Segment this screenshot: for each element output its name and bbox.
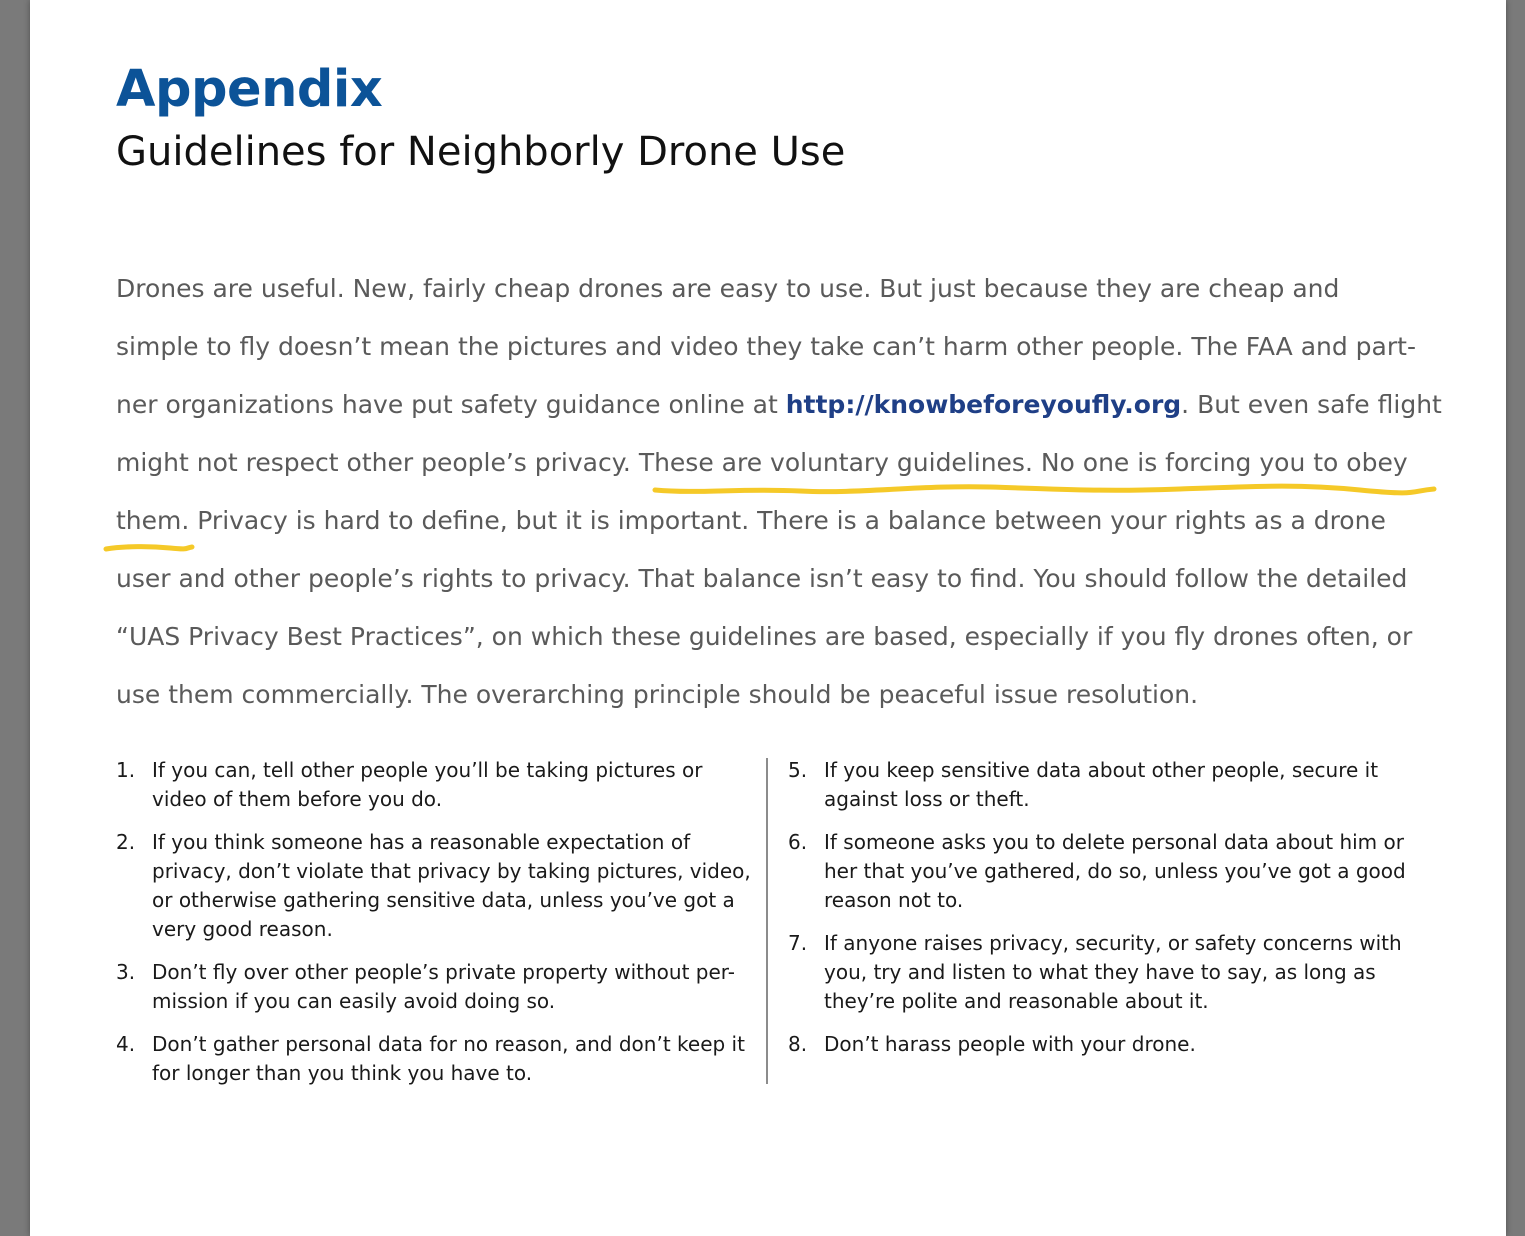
guideline-item (116, 756, 756, 814)
intro-line (116, 608, 1456, 666)
guideline-item (788, 828, 1428, 915)
guideline-item (788, 756, 1428, 814)
column-divider (766, 758, 768, 1084)
guideline-text: If you can, tell other people you’ll be taking pictures or video of them before you do. (152, 758, 703, 811)
intro-text: them. Privacy is hard to define, but it is important. There is a balance between your rights as a drone (116, 506, 1386, 535)
intro-line (116, 666, 1456, 724)
guideline-text: Don’t fly over other people’s private property without per-mission if you can easily avoid doing so. (152, 960, 735, 1013)
intro-line (116, 434, 1456, 492)
guideline-number: 7. (788, 931, 808, 955)
intro-text: Drones are useful. New, fairly cheap drones are easy to use. But just because they are cheap and (116, 274, 1340, 303)
guideline-item (116, 958, 756, 1016)
guideline-number: 3. (116, 960, 136, 984)
guideline-item (788, 1030, 1428, 1059)
intro-line (116, 376, 1456, 434)
guideline-item (116, 828, 756, 944)
guideline-text: Don’t harass people with your drone. (824, 1032, 1196, 1056)
guideline-number: 6. (788, 830, 808, 854)
intro-text: user and other people’s rights to privacy. That balance isn’t easy to find. You should follow the detailed (116, 564, 1408, 593)
page-subtitle: Guidelines for Neighborly Drone Use (116, 129, 846, 175)
intro-line (116, 318, 1456, 376)
intro-line (116, 260, 1456, 318)
intro-text: simple to fly doesn’t mean the pictures and video they take can’t harm other people. The FAA and part- (116, 332, 1416, 361)
guidelines-list-right (788, 756, 1428, 1073)
guidelines-list-left (116, 756, 756, 1102)
guideline-number: 5. (788, 758, 808, 782)
guideline-number: 1. (116, 758, 136, 782)
guideline-item (116, 1030, 756, 1088)
guideline-text: If you keep sensitive data about other people, secure it against loss or theft. (824, 758, 1379, 811)
intro-text: . But even safe flight (1181, 390, 1442, 419)
intro-line (116, 492, 1456, 550)
intro-text: ner organizations have put safety guidance online at (116, 390, 786, 419)
knowbeforeyoufly-link[interactable]: http://knowbeforeyoufly.org (785, 390, 1182, 419)
guideline-text: Don’t gather personal data for no reason, and don’t keep it for longer than you think you have to. (152, 1032, 745, 1085)
intro-line (116, 550, 1456, 608)
page-title: Appendix (116, 60, 383, 119)
guideline-number: 2. (116, 830, 136, 854)
guideline-text: If anyone raises privacy, security, or safety concerns with you, try and listen to what they have to say, as long as they’re polite and reasonable about it. (824, 931, 1402, 1013)
guideline-item (788, 929, 1428, 1016)
guideline-number: 8. (788, 1032, 808, 1056)
intro-text: use them commercially. The overarching principle should be peaceful issue resolution. (116, 680, 1199, 709)
guideline-number: 4. (116, 1032, 136, 1056)
intro-text: “UAS Privacy Best Practices”, on which these guidelines are based, especially if you fly drones often, or (116, 622, 1413, 651)
guideline-text: If someone asks you to delete personal data about him or her that you’ve gathered, do so, unless you’ve got a good reason not to. (824, 830, 1406, 912)
document-page (30, 0, 1506, 1236)
guideline-text: If you think someone has a reasonable expectation of privacy, don’t violate that privacy by taking pictures, video, or otherwise gathering sensitive data, unless you’ve got a very good reason. (152, 830, 751, 941)
intro-paragraph (116, 260, 1456, 724)
intro-text: might not respect other people’s privacy. These are voluntary guidelines. No one is forcing you to obey (116, 448, 1408, 477)
